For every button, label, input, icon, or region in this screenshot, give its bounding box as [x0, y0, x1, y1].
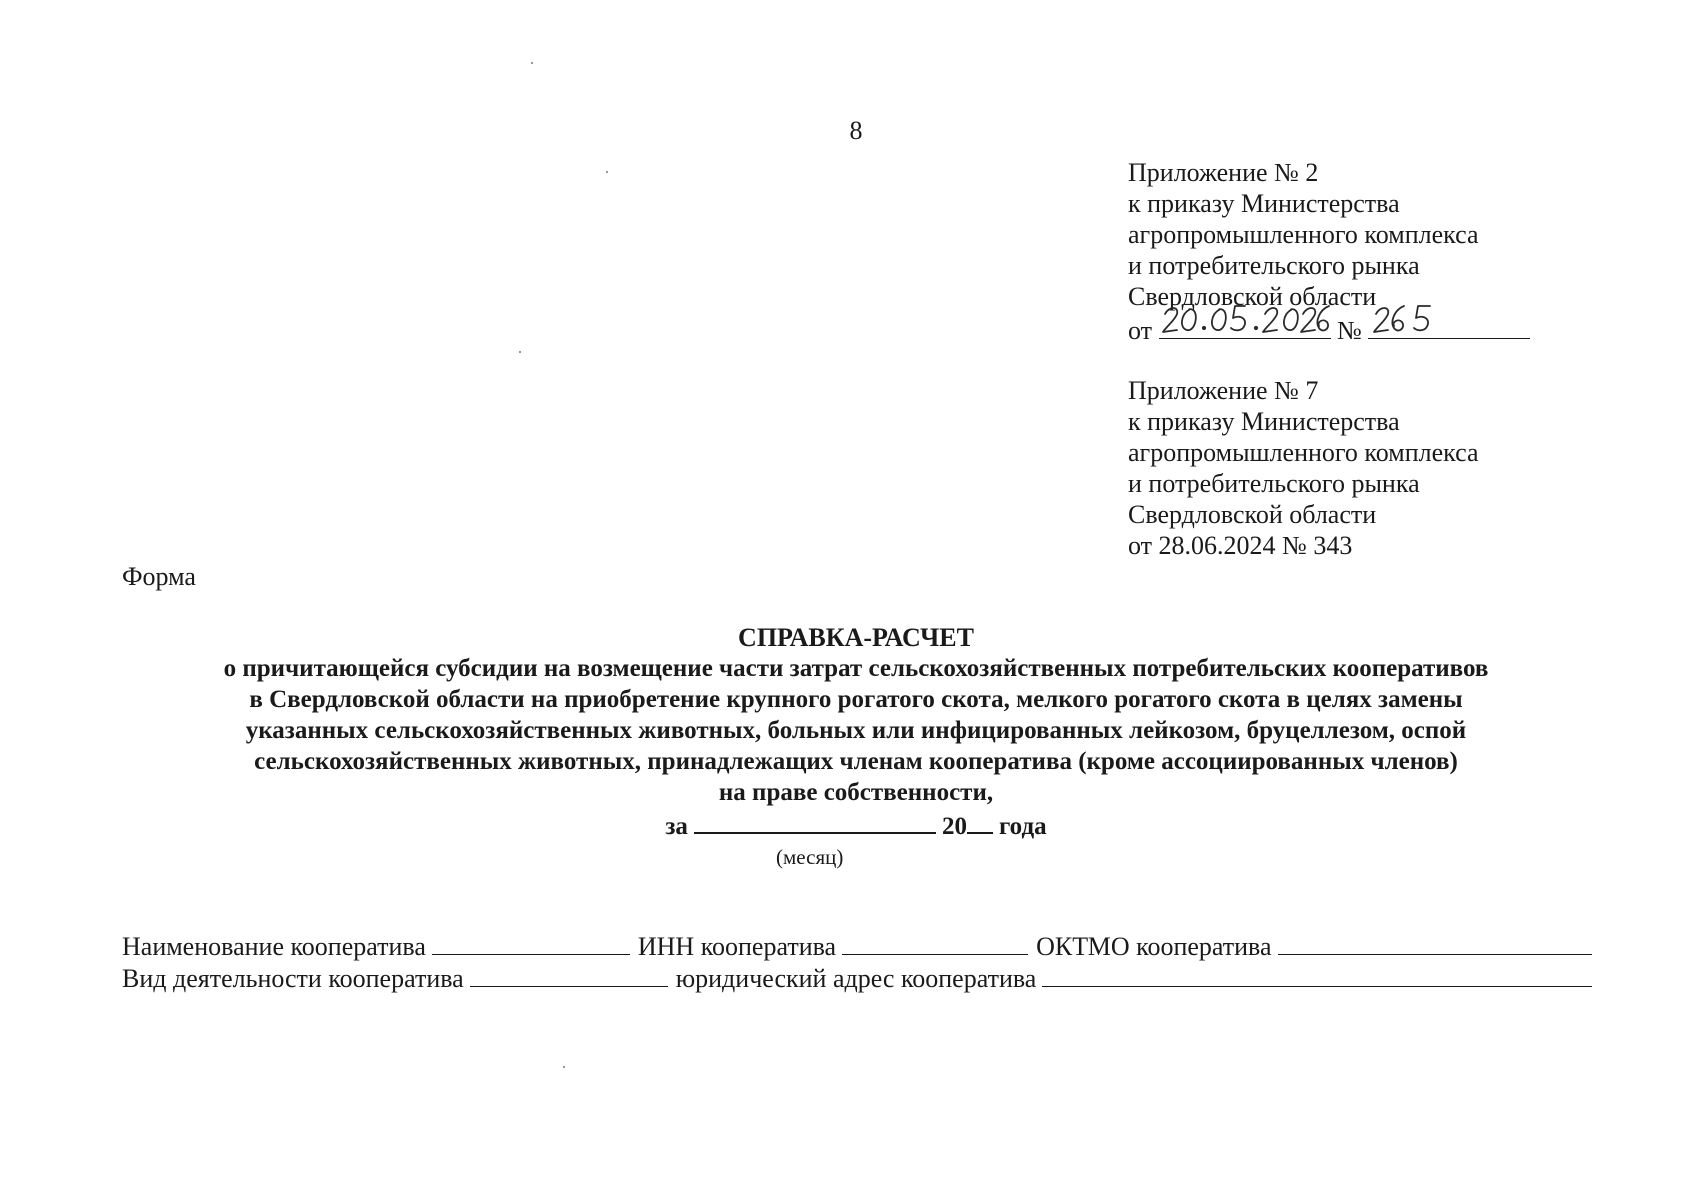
scan-speck — [606, 171, 608, 173]
handwritten-date-signature — [1159, 312, 1331, 339]
number-prefix: № — [1337, 316, 1362, 345]
reporting-period-line — [0, 808, 1697, 839]
cooperative-fields-row-1 — [122, 932, 1592, 962]
page-number: 8 — [849, 116, 863, 145]
heading-line: указанных сельскохозяйственных животных, больных или инфицированных лейкозом, бруцеллезом, оспой — [245, 717, 1467, 744]
handwritten-date-ink — [1159, 300, 1331, 336]
appendix-line: агропромышленного комплекса — [1128, 220, 1479, 249]
activity-label: Вид деятельности кооператива — [122, 964, 464, 993]
oktmo-label: ОКТМО кооператива — [1036, 932, 1272, 961]
month-caption: (месяц) — [776, 845, 844, 869]
heading-line: на праве собственности, — [718, 779, 994, 806]
appendix-line: Приложение № 7 — [1128, 376, 1319, 405]
handwritten-number-signature — [1368, 312, 1530, 339]
heading-line: в Свердловской области на приобретение крупного рогатого скота, мелкого рогатого скота в целях замены — [249, 686, 1463, 713]
oktmo-blank — [1278, 932, 1592, 955]
year-blank — [967, 808, 993, 834]
appendix-line: и потребительского рынка — [1128, 469, 1420, 498]
heading-line: о причитающейся субсидии на возмещение части затрат сельскохозяйственных потребительских кооперативов — [223, 655, 1489, 682]
appendix-line: и потребительского рынка — [1128, 251, 1420, 280]
cooperative-name-label: Наименование кооператива — [122, 932, 426, 961]
appendix-line: Свердловской области — [1128, 500, 1377, 529]
scan-speck — [563, 1066, 565, 1068]
appendix-line: агропромышленного комплекса — [1128, 438, 1479, 467]
cooperative-name-blank — [432, 932, 630, 955]
year-suffix: года — [998, 813, 1047, 840]
month-blank — [694, 808, 936, 834]
document-heading — [0, 622, 1697, 839]
appendix-line: к приказу Министерства — [1128, 407, 1400, 436]
period-prefix: за — [665, 813, 688, 840]
scan-speck — [519, 351, 521, 353]
appendix-line: от 28.06.2024 № 343 — [1128, 531, 1353, 560]
cooperative-fields-row-2 — [122, 964, 1592, 994]
appendix-previous-order — [1128, 375, 1479, 561]
inn-blank — [842, 932, 1028, 955]
year-prefix: 20 — [941, 813, 967, 840]
appendix-line: Приложение № 2 — [1128, 158, 1319, 187]
appendix-current-order — [1128, 157, 1530, 343]
order-date-number-line — [1128, 312, 1530, 343]
scan-speck — [531, 62, 533, 64]
address-blank — [1042, 964, 1592, 987]
heading-line: сельскохозяйственных животных, принадлежащих членам кооператива (кроме ассоциированных членов) — [254, 748, 1458, 775]
handwritten-number-ink — [1368, 300, 1530, 336]
inn-label: ИНН кооператива — [637, 932, 837, 961]
appendix-line: к приказу Министерства — [1128, 189, 1400, 218]
activity-blank — [470, 964, 668, 987]
form-label: Форма — [122, 562, 196, 591]
address-label: юридический адрес кооператива — [675, 964, 1037, 993]
date-prefix: от — [1128, 316, 1153, 345]
document-title: СПРАВКА-РАСЧЕТ — [738, 623, 974, 652]
appendix-line: Свердловской области — [1128, 282, 1377, 311]
